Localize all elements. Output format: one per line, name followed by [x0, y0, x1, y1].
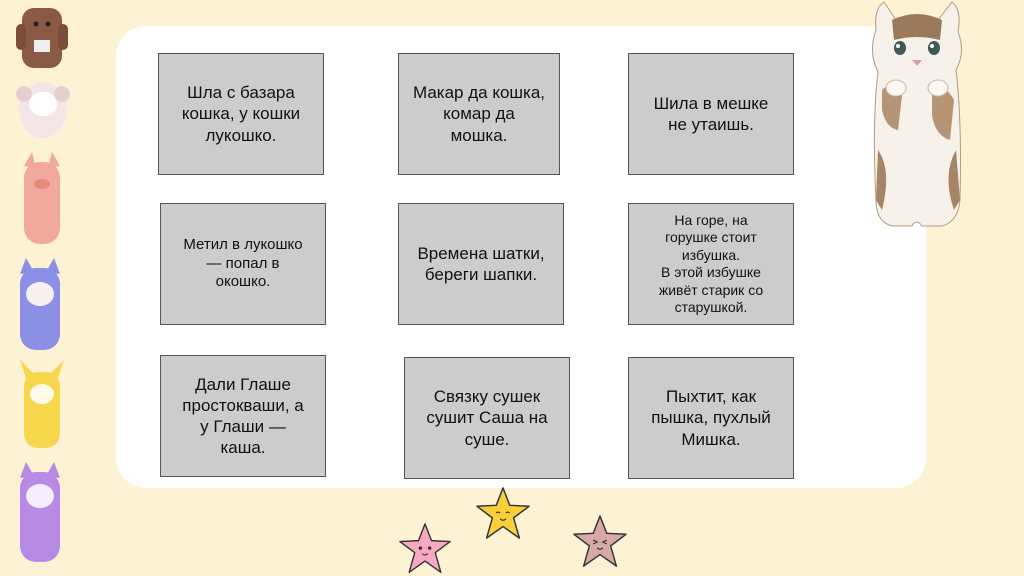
card-8-text: Связку сушек сушит Саша на суше. — [426, 387, 548, 449]
pig-sticker — [16, 152, 68, 248]
card-5[interactable] — [398, 203, 564, 325]
card-6-text: На горе, на горушке стоит избушка. В этой избушке живёт старик со старушкой. — [658, 211, 764, 315]
pink-star — [394, 522, 456, 576]
card-1-text: Шла с базара кошка, у кошки лукошко. — [181, 83, 301, 145]
blue-cat-sticker — [10, 258, 70, 354]
sheep-sticker — [14, 76, 72, 140]
card-3[interactable] — [628, 53, 794, 175]
cat-illustration — [862, 0, 972, 232]
card-9-text: Пыхтит, как пышка, пухлый Мишка. — [651, 387, 771, 449]
card-5-text: Времена шатки, береги шапки. — [417, 243, 545, 284]
card-2-text: Макар да кошка, комар да мошка. — [412, 83, 546, 145]
brown-bear-sticker — [12, 0, 72, 72]
card-6[interactable] — [628, 203, 794, 325]
mauve-star — [570, 514, 630, 570]
purple-cat-sticker — [12, 462, 68, 566]
card-4-text: Метил в лукошко — попал в окошко. — [183, 235, 303, 291]
card-2[interactable] — [398, 53, 560, 175]
card-3-text: Шила в мешке не утаишь. — [653, 93, 769, 134]
yellow-star — [472, 486, 534, 542]
card-7[interactable] — [160, 355, 326, 477]
card-1[interactable] — [158, 53, 324, 175]
card-9[interactable] — [628, 357, 794, 479]
pikachu-sticker — [16, 360, 68, 452]
card-7-text: Дали Глаше простокваши, а у Глаши — каша. — [182, 374, 304, 458]
card-8[interactable] — [404, 357, 570, 479]
card-4[interactable] — [160, 203, 326, 325]
